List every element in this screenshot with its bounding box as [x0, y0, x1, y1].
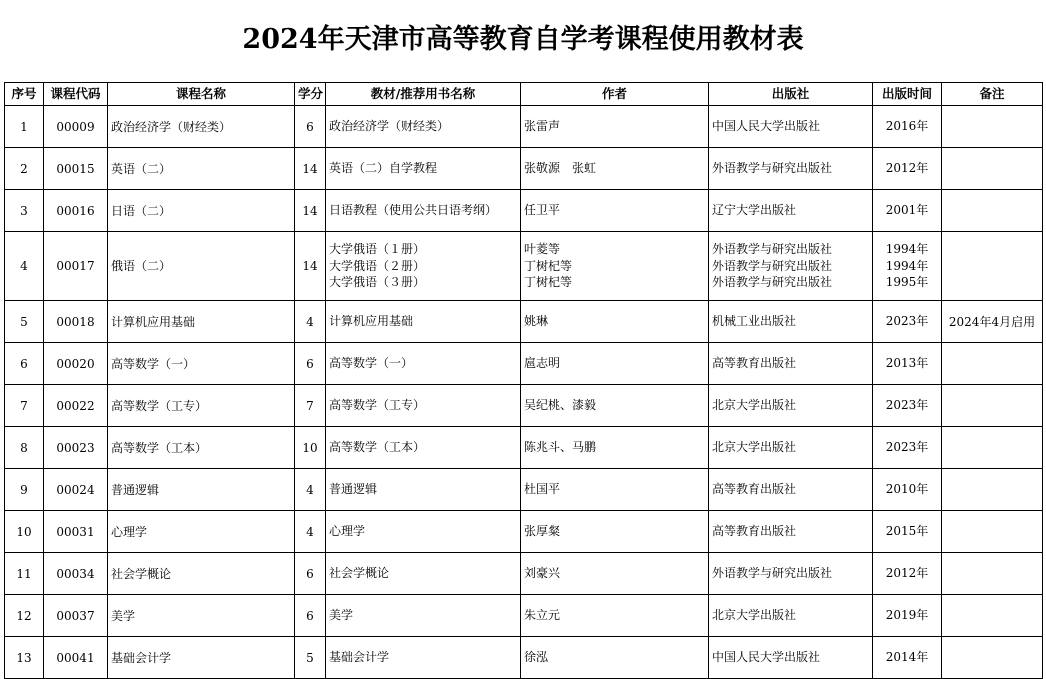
cell-author — [521, 469, 709, 511]
cell-publisher-line: 辽宁大学出版社 — [712, 203, 797, 218]
cell-author-line: 张厚粲 — [524, 524, 561, 539]
table-row — [5, 343, 1043, 385]
table-row — [5, 637, 1043, 679]
cell-publisher-line: 中国人民大学出版社 — [712, 119, 821, 134]
cell-publisher-line: 外语教学与研究出版社 — [712, 161, 833, 176]
cell-publisher — [709, 190, 873, 232]
cell-course-code: 00016 — [44, 190, 108, 232]
cell-publisher-line: 高等教育出版社 — [712, 524, 797, 539]
cell-credit: 6 — [295, 553, 326, 595]
cell-publisher — [709, 232, 873, 301]
cell-course-name: 基础会计学 — [108, 637, 295, 679]
cell-credit: 6 — [295, 595, 326, 637]
cell-textbook-line: 大学俄语（１册） — [329, 242, 426, 257]
cell-author — [521, 637, 709, 679]
header-note: 备注 — [942, 83, 1043, 106]
cell-publisher-line: 北京大学出版社 — [712, 398, 797, 413]
cell-seq: 3 — [5, 190, 44, 232]
cell-course-code: 00020 — [44, 343, 108, 385]
cell-note — [942, 106, 1043, 148]
cell-publish-year-line: 2023年 — [885, 440, 929, 455]
cell-publisher-line: 北京大学出版社 — [712, 608, 797, 623]
header-author: 作者 — [521, 83, 709, 106]
cell-credit: 6 — [295, 343, 326, 385]
cell-course-code: 00041 — [44, 637, 108, 679]
cell-publisher-line: 高等教育出版社 — [712, 482, 797, 497]
cell-publisher-line: 机械工业出版社 — [712, 314, 797, 329]
table-row — [5, 148, 1043, 190]
cell-note — [942, 148, 1043, 190]
cell-publish-year-line: 2012年 — [885, 161, 929, 176]
cell-publish-year-line: 2012年 — [885, 566, 929, 581]
cell-course-code: 00024 — [44, 469, 108, 511]
cell-course-code: 00031 — [44, 511, 108, 553]
header-row — [5, 83, 1043, 106]
cell-credit: 10 — [295, 427, 326, 469]
cell-course-code: 00023 — [44, 427, 108, 469]
table-row — [5, 469, 1043, 511]
table-row — [5, 511, 1043, 553]
cell-publisher — [709, 637, 873, 679]
cell-publish-year — [873, 301, 942, 343]
cell-textbook — [326, 106, 521, 148]
cell-textbook — [326, 553, 521, 595]
cell-course-name: 高等数学（工专） — [108, 385, 295, 427]
cell-publisher — [709, 106, 873, 148]
cell-textbook — [326, 637, 521, 679]
cell-note — [942, 637, 1043, 679]
table-row — [5, 232, 1043, 301]
cell-publisher — [709, 427, 873, 469]
cell-publisher — [709, 343, 873, 385]
cell-credit: 6 — [295, 106, 326, 148]
header-textbook: 教材/推荐用书名称 — [326, 83, 521, 106]
cell-credit: 4 — [295, 511, 326, 553]
header-credit: 学分 — [295, 83, 326, 106]
cell-credit: 14 — [295, 190, 326, 232]
cell-textbook-line: 大学俄语（３册） — [329, 275, 426, 290]
cell-credit: 7 — [295, 385, 326, 427]
cell-publish-year-line: 2023年 — [885, 314, 929, 329]
table-row — [5, 301, 1043, 343]
cell-author-line: 陈兆斗、马鹏 — [524, 440, 597, 455]
textbook-table — [4, 82, 1043, 679]
cell-textbook-line: 普通逻辑 — [329, 482, 378, 497]
cell-publish-year-line: 2016年 — [885, 119, 929, 134]
cell-credit: 4 — [295, 301, 326, 343]
table-row — [5, 595, 1043, 637]
cell-course-name: 英语（二） — [108, 148, 295, 190]
cell-author-line: 丁树杞等 — [524, 275, 573, 290]
cell-publish-year-line: 2015年 — [885, 524, 929, 539]
cell-textbook — [326, 301, 521, 343]
cell-note: 2024年4月启用 — [942, 301, 1043, 343]
cell-note — [942, 427, 1043, 469]
table-row — [5, 553, 1043, 595]
cell-publisher-line: 北京大学出版社 — [712, 440, 797, 455]
cell-textbook-line: 日语教程（使用公共日语考纲） — [329, 203, 498, 218]
cell-note — [942, 595, 1043, 637]
cell-author — [521, 427, 709, 469]
cell-textbook — [326, 427, 521, 469]
table-body — [5, 106, 1043, 679]
cell-publish-year — [873, 106, 942, 148]
cell-textbook-line: 基础会计学 — [329, 650, 390, 665]
cell-publish-year-line: 2023年 — [885, 398, 929, 413]
cell-textbook-line: 美学 — [329, 608, 354, 623]
cell-course-name: 美学 — [108, 595, 295, 637]
cell-publish-year — [873, 232, 942, 301]
cell-publisher — [709, 385, 873, 427]
cell-author-line: 姚琳 — [524, 314, 549, 329]
cell-publish-year — [873, 595, 942, 637]
cell-author — [521, 301, 709, 343]
cell-course-name: 高等数学（一） — [108, 343, 295, 385]
cell-publish-year — [873, 637, 942, 679]
cell-author-line: 任卫平 — [524, 203, 561, 218]
cell-note — [942, 511, 1043, 553]
header-publisher: 出版社 — [709, 83, 873, 106]
cell-author — [521, 148, 709, 190]
cell-textbook-line: 大学俄语（２册） — [329, 258, 426, 273]
cell-publish-year-line: 1994年 — [885, 242, 929, 257]
cell-textbook-line: 英语（二）自学教程 — [329, 161, 438, 176]
cell-publisher — [709, 553, 873, 595]
cell-textbook — [326, 232, 521, 301]
cell-seq: 12 — [5, 595, 44, 637]
cell-course-code: 00037 — [44, 595, 108, 637]
cell-textbook-line: 高等数学（工专） — [329, 398, 426, 413]
cell-course-code: 00015 — [44, 148, 108, 190]
cell-author — [521, 232, 709, 301]
cell-publish-year-line: 2010年 — [885, 482, 929, 497]
cell-author-line: 朱立元 — [524, 608, 561, 623]
cell-publisher — [709, 301, 873, 343]
cell-publish-year-line: 2019年 — [885, 608, 929, 623]
cell-seq: 4 — [5, 232, 44, 301]
cell-course-name: 心理学 — [108, 511, 295, 553]
cell-seq: 1 — [5, 106, 44, 148]
cell-author — [521, 343, 709, 385]
cell-publish-year — [873, 343, 942, 385]
cell-course-name: 普通逻辑 — [108, 469, 295, 511]
cell-author-line: 丁树杞等 — [524, 258, 573, 273]
cell-publish-year — [873, 553, 942, 595]
cell-publish-year-line: 2013年 — [885, 356, 929, 371]
header-course-name: 课程名称 — [108, 83, 295, 106]
cell-publish-year-line: 1995年 — [885, 275, 929, 290]
cell-course-name: 日语（二） — [108, 190, 295, 232]
cell-seq: 6 — [5, 343, 44, 385]
cell-course-name: 政治经济学（财经类） — [108, 106, 295, 148]
cell-author-line: 杜国平 — [524, 482, 561, 497]
cell-author — [521, 106, 709, 148]
cell-publisher-line: 外语教学与研究出版社 — [712, 566, 833, 581]
cell-author — [521, 190, 709, 232]
cell-textbook — [326, 469, 521, 511]
cell-author — [521, 553, 709, 595]
table-row — [5, 385, 1043, 427]
cell-author-line: 刘豪兴 — [524, 566, 561, 581]
cell-publish-year — [873, 427, 942, 469]
cell-textbook — [326, 190, 521, 232]
cell-publisher — [709, 148, 873, 190]
cell-author-line: 张雷声 — [524, 119, 561, 134]
cell-seq: 13 — [5, 637, 44, 679]
header-seq: 序号 — [5, 83, 44, 106]
table-row — [5, 106, 1043, 148]
cell-note — [942, 469, 1043, 511]
cell-credit: 14 — [295, 232, 326, 301]
cell-publisher — [709, 595, 873, 637]
cell-seq: 8 — [5, 427, 44, 469]
cell-author — [521, 595, 709, 637]
table-row — [5, 190, 1043, 232]
cell-author-line: 扈志明 — [524, 356, 561, 371]
cell-course-name: 俄语（二） — [108, 232, 295, 301]
cell-note — [942, 190, 1043, 232]
cell-publisher — [709, 511, 873, 553]
cell-course-name: 社会学概论 — [108, 553, 295, 595]
table-row — [5, 427, 1043, 469]
cell-publish-year — [873, 148, 942, 190]
cell-seq: 11 — [5, 553, 44, 595]
cell-publisher-line: 外语教学与研究出版社 — [712, 258, 833, 273]
cell-credit: 14 — [295, 148, 326, 190]
cell-publish-year-line: 1994年 — [885, 258, 929, 273]
cell-textbook-line: 政治经济学（财经类） — [329, 119, 450, 134]
cell-course-code: 00034 — [44, 553, 108, 595]
cell-course-code: 00022 — [44, 385, 108, 427]
cell-publish-year-line: 2014年 — [885, 650, 929, 665]
cell-seq: 10 — [5, 511, 44, 553]
cell-author-line: 吴纪桃、漆毅 — [524, 398, 597, 413]
cell-course-code: 00018 — [44, 301, 108, 343]
cell-textbook-line: 计算机应用基础 — [329, 314, 414, 329]
cell-publisher-line: 高等教育出版社 — [712, 356, 797, 371]
cell-note — [942, 553, 1043, 595]
header-course-code: 课程代码 — [44, 83, 108, 106]
cell-author — [521, 511, 709, 553]
cell-publisher-line: 外语教学与研究出版社 — [712, 242, 833, 257]
page-title: 2024年天津市高等教育自学考课程使用教材表 — [242, 24, 804, 55]
header-publish-year: 出版时间 — [873, 83, 942, 106]
cell-textbook — [326, 385, 521, 427]
cell-textbook-line: 社会学概论 — [329, 566, 390, 581]
cell-course-code: 00009 — [44, 106, 108, 148]
cell-publish-year-line: 2001年 — [885, 203, 929, 218]
cell-publish-year — [873, 511, 942, 553]
cell-textbook — [326, 148, 521, 190]
cell-author-line: 叶菱等 — [524, 242, 561, 257]
cell-author-line: 张敬源 张虹 — [524, 161, 597, 176]
cell-note — [942, 232, 1043, 301]
cell-textbook-line: 高等数学（工本） — [329, 440, 426, 455]
cell-publish-year — [873, 469, 942, 511]
cell-note — [942, 385, 1043, 427]
cell-author-line: 徐泓 — [524, 650, 549, 665]
cell-note — [942, 343, 1043, 385]
cell-textbook — [326, 511, 521, 553]
cell-textbook-line: 心理学 — [329, 524, 366, 539]
cell-seq: 7 — [5, 385, 44, 427]
cell-credit: 5 — [295, 637, 326, 679]
cell-course-name: 计算机应用基础 — [108, 301, 295, 343]
cell-author — [521, 385, 709, 427]
cell-publish-year — [873, 385, 942, 427]
cell-seq: 2 — [5, 148, 44, 190]
cell-textbook — [326, 343, 521, 385]
cell-credit: 4 — [295, 469, 326, 511]
cell-textbook — [326, 595, 521, 637]
cell-publish-year — [873, 190, 942, 232]
cell-publisher-line: 中国人民大学出版社 — [712, 650, 821, 665]
cell-seq: 5 — [5, 301, 44, 343]
cell-seq: 9 — [5, 469, 44, 511]
cell-publisher-line: 外语教学与研究出版社 — [712, 275, 833, 290]
cell-textbook-line: 高等数学（一） — [329, 356, 414, 371]
cell-course-code: 00017 — [44, 232, 108, 301]
cell-course-name: 高等数学（工本） — [108, 427, 295, 469]
cell-publisher — [709, 469, 873, 511]
